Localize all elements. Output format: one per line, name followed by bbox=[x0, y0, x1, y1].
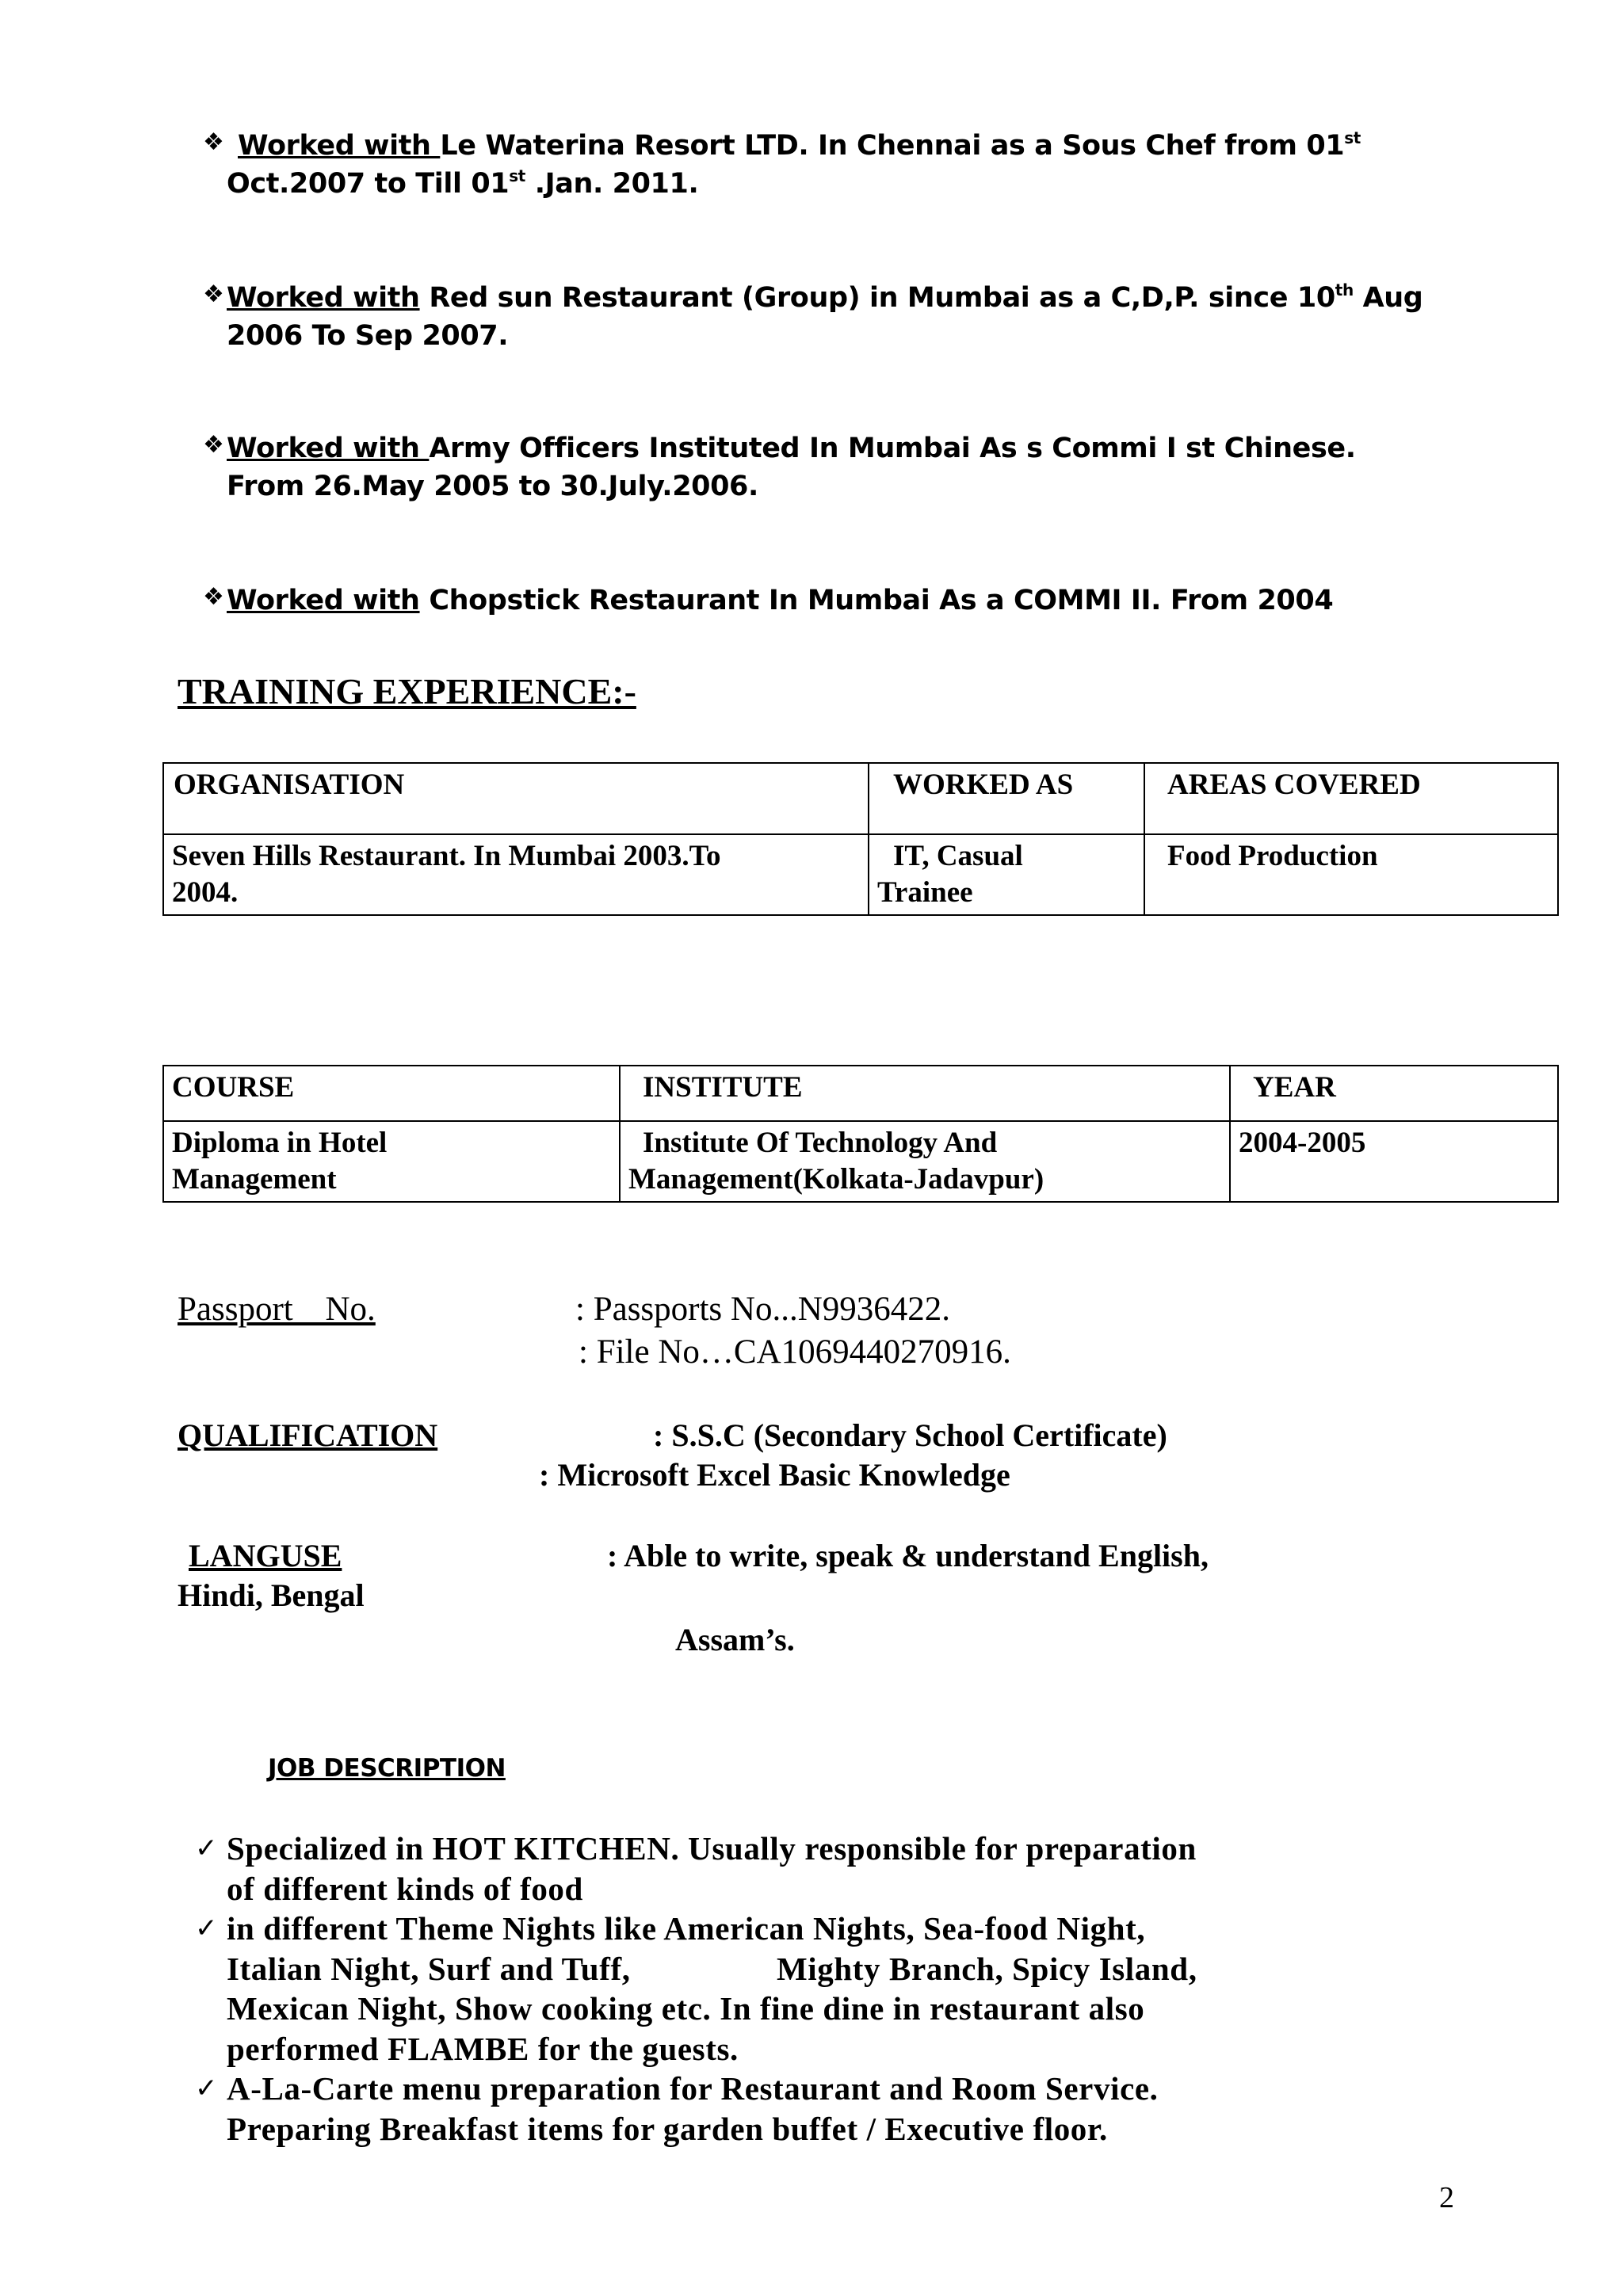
list-item: ✓ A-La-Carte menu preparation for Restaurant and Room Service. Preparing Breakfast items for garden buffet / Executive floor. bbox=[195, 2070, 1159, 2147]
language-value: Hindi, Bengal bbox=[178, 1577, 365, 1613]
table-cell: Food Production bbox=[1144, 834, 1558, 915]
qualification-value: : Microsoft Excel Basic Knowledge bbox=[539, 1457, 1010, 1493]
table-row bbox=[163, 1121, 1558, 1202]
diamond-bullet-icon: ❖ bbox=[203, 280, 224, 308]
diamond-bullet-icon: ❖ bbox=[203, 128, 224, 156]
list-item: ✓ Specialized in HOT KITCHEN. Usually responsible for preparation of different kinds of food bbox=[195, 1830, 1197, 1907]
table-cell: Institute Of Technology And Management(Kolkata-Jadavpur) bbox=[620, 1121, 1230, 1202]
job-description-list bbox=[195, 1829, 1463, 2149]
table-header-row bbox=[163, 1066, 1558, 1121]
table-cell: Diploma in Hotel Management bbox=[163, 1121, 620, 1202]
training-table bbox=[162, 762, 1559, 916]
experience-text: Worked with Le Waterina Resort LTD. In Chennai as a Sous Chef from 01st Oct.2007 to Till 01st .Jan. 2011. bbox=[227, 128, 1361, 200]
table-header-cell: COURSE bbox=[163, 1066, 620, 1121]
table-header-cell: YEAR bbox=[1230, 1066, 1558, 1121]
table-header-row bbox=[163, 763, 1558, 834]
passport-label: Passport No. bbox=[178, 1291, 376, 1328]
training-experience-heading: TRAINING EXPERIENCE:- bbox=[178, 671, 636, 711]
diamond-bullet-icon: ❖ bbox=[203, 431, 224, 459]
table-row bbox=[163, 834, 1558, 915]
education-table bbox=[162, 1065, 1559, 1203]
worked-with-label: Worked with bbox=[227, 282, 420, 314]
diamond-bullet-icon: ❖ bbox=[203, 583, 224, 611]
table-header-cell: ORGANISATION bbox=[163, 763, 869, 834]
experience-item bbox=[203, 582, 1460, 620]
experience-item bbox=[203, 429, 1460, 505]
experience-text: Worked with Red sun Restaurant (Group) in Mumbai as a C,D,P. since 10th Aug 2006 To Sep 2007. bbox=[227, 280, 1423, 352]
experience-item bbox=[203, 127, 1460, 203]
list-item: ✓ in different Theme Nights like American Nights, Sea-food Night, Italian Night, Surf and Tuff, Mighty Branch, Spicy Island, Mexican Night, Show cooking etc. In fine dine in restaurant also performed FLAMBE for the guests. bbox=[195, 1910, 1197, 2067]
language-label: LANGUSE bbox=[189, 1538, 342, 1573]
checkmark-icon: ✓ bbox=[195, 2073, 219, 2104]
table-header-cell: WORKED AS bbox=[869, 763, 1144, 834]
qualification-value: : S.S.C (Secondary School Certificate) bbox=[653, 1417, 1167, 1453]
worked-with-label: Worked with bbox=[227, 433, 430, 464]
experience-text: Worked with Army Officers Instituted In Mumbai As s Commi I st Chinese. From 26.May 2005 to 30.July.2006. bbox=[227, 433, 1356, 502]
passport-number: : Passports No...N9936422. bbox=[575, 1291, 951, 1328]
experience-item bbox=[203, 279, 1460, 355]
worked-with-label: Worked with bbox=[227, 585, 420, 616]
checkmark-icon: ✓ bbox=[195, 1833, 219, 1864]
page-number: 2 bbox=[1439, 2181, 1454, 2214]
qualification-label: QUALIFICATION bbox=[178, 1417, 438, 1453]
checkmark-icon: ✓ bbox=[195, 1913, 219, 1944]
file-number: : File No…CA1069440270916. bbox=[579, 1333, 1011, 1371]
table-header-cell: INSTITUTE bbox=[620, 1066, 1230, 1121]
table-cell: 2004-2005 bbox=[1230, 1121, 1558, 1202]
language-value: Assam’s. bbox=[675, 1622, 795, 1657]
job-description-title: JOB DESCRIPTION bbox=[268, 1754, 506, 1783]
experience-text: Worked with Chopstick Restaurant In Mumbai As a COMMI II. From 2004 bbox=[227, 585, 1334, 616]
table-cell: Seven Hills Restaurant. In Mumbai 2003.To 2004. bbox=[163, 834, 869, 915]
table-header-cell: AREAS COVERED bbox=[1144, 763, 1558, 834]
worked-with-label: Worked with bbox=[238, 130, 441, 162]
language-value: : Able to write, speak & understand English, bbox=[607, 1538, 1209, 1573]
table-cell: IT, Casual Trainee bbox=[869, 834, 1144, 915]
